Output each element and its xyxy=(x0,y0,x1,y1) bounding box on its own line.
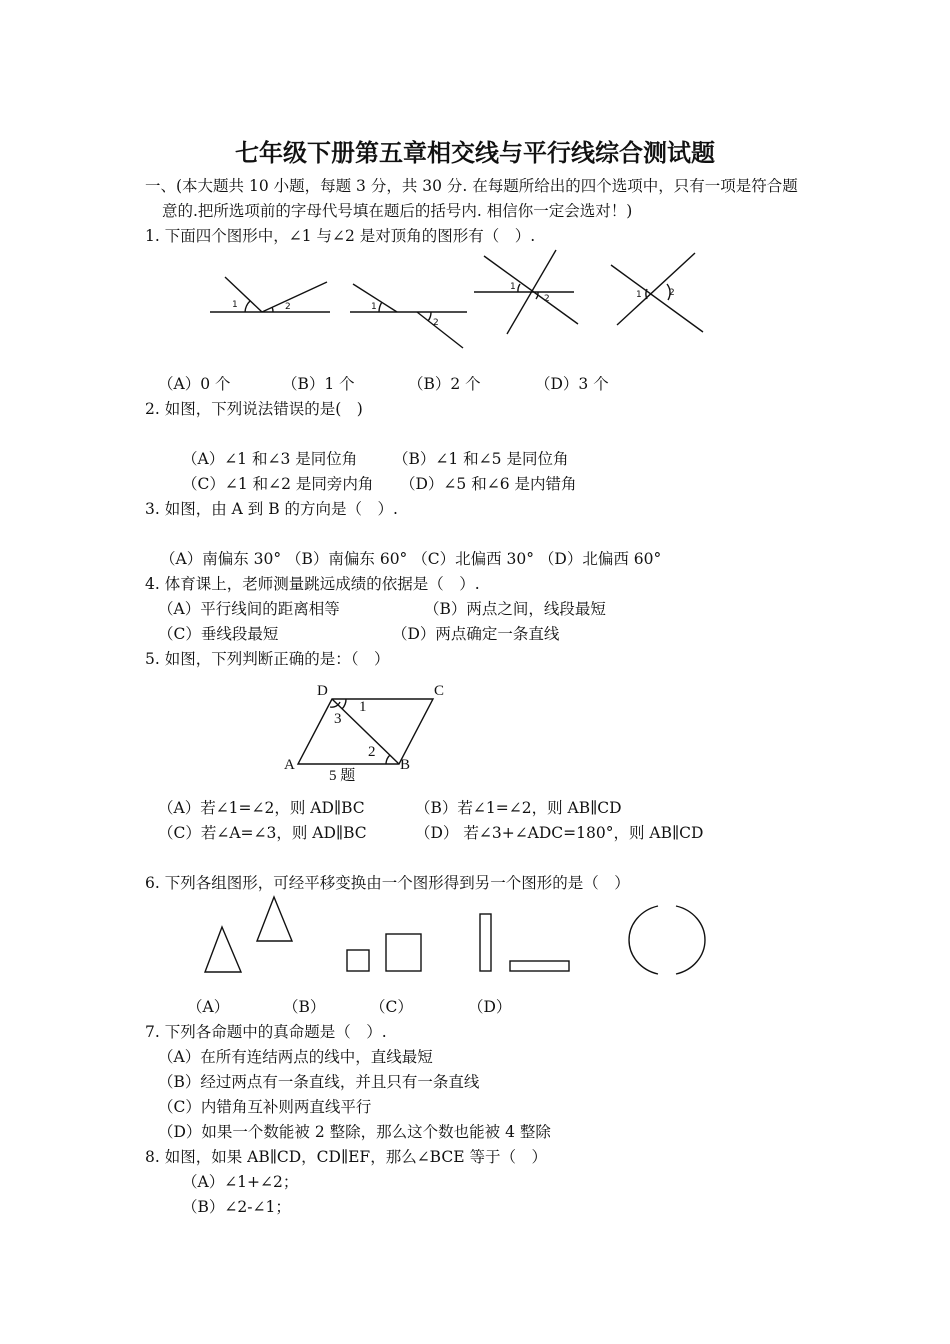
angle-2-label: 2 xyxy=(368,744,376,760)
q5-parallelogram-figure xyxy=(280,678,450,788)
q6-option-a: （A） xyxy=(187,998,230,1016)
q1-option-c: （B）2 个 xyxy=(408,375,481,393)
q4-option-c: （C）垂线段最短 xyxy=(158,625,279,643)
q1-figure-b xyxy=(345,280,470,350)
q2-option-b: （B）∠1 和∠5 是同位角 xyxy=(393,450,569,468)
vertex-d-label: D xyxy=(317,683,328,699)
vertex-c-label: C xyxy=(434,683,445,699)
q1-figure-d xyxy=(605,250,710,335)
q6-option-d: （D） xyxy=(468,998,512,1016)
q7-option-d: （D）如果一个数能被 2 整除，那么这个数也能被 4 整除 xyxy=(158,1123,551,1141)
q7-option-a: （A）在所有连结两点的线中，直线最短 xyxy=(158,1048,433,1066)
q6-option-b: （B） xyxy=(283,998,326,1016)
angle-1-label: 1 xyxy=(359,699,367,715)
angle-1-label: 1 xyxy=(510,282,516,292)
q1-figure-a xyxy=(205,272,335,322)
section-instructions-line1: 一、(本大题共 10 小题，每题 3 分，共 30 分. 在每题所给出的四个选项中，只有一项是符合题 xyxy=(145,177,798,195)
angle-2-label: 2 xyxy=(544,294,550,304)
q7-option-b: （B）经过两点有一条直线，并且只有一条直线 xyxy=(158,1073,480,1091)
q5-option-b: （B）若∠1=∠2，则 AB∥CD xyxy=(415,799,622,817)
figure-caption: 5 题 xyxy=(329,768,356,784)
q6-figure-b-squares xyxy=(342,930,427,975)
vertex-b-label: B xyxy=(400,757,411,773)
q7-stem: 7. 下列各命题中的真命题是（ ）. xyxy=(145,1023,387,1041)
angle-1-label: 1 xyxy=(371,302,377,312)
angle-2-label: 2 xyxy=(669,288,675,298)
q1-option-d: （D）3 个 xyxy=(535,375,609,393)
q1-figure-c xyxy=(470,248,585,338)
q2-option-a: （A）∠1 和∠3 是同位角 xyxy=(182,450,358,468)
q5-option-d: （D） 若∠3+∠ADC=180°，则 AB∥CD xyxy=(415,824,704,842)
q3-options: （A）南偏东 30° （B）南偏东 60° （C）北偏西 30° （D）北偏西 60° xyxy=(160,550,662,568)
q4-option-a: （A）平行线间的距离相等 xyxy=(158,600,340,618)
q4-option-b: （B）两点之间，线段最短 xyxy=(424,600,606,618)
q2-stem: 2. 如图，下列说法错误的是( ) xyxy=(145,400,363,418)
q6-figure-d-arcs xyxy=(620,902,715,980)
q1-option-b: （B）1 个 xyxy=(282,375,355,393)
q4-stem: 4. 体育课上，老师测量跳远成绩的依据是（ ）. xyxy=(145,575,480,593)
q6-figure-c-rectangles xyxy=(475,910,575,975)
q7-option-c: （C）内错角互补则两直线平行 xyxy=(158,1098,372,1116)
q1-option-a: （A）0 个 xyxy=(158,375,231,393)
q2-option-d: （D）∠5 和∠6 是内错角 xyxy=(400,475,577,493)
q6-figure-a-triangles xyxy=(200,893,300,978)
q5-option-c: （C）若∠A=∠3，则 AD∥BC xyxy=(158,824,367,842)
angle-1-label: 1 xyxy=(232,300,238,310)
q5-stem: 5. 如图，下列判断正确的是：（ ） xyxy=(145,650,390,668)
q6-option-c: （C） xyxy=(370,998,413,1016)
angle-2-label: 2 xyxy=(433,318,439,328)
q8-option-b: （B）∠2-∠1； xyxy=(182,1198,291,1216)
section-instructions-line2: 意的.把所选项前的字母代号填在题后的括号内. 相信你一定会选对！) xyxy=(162,202,633,220)
angle-3-label: 3 xyxy=(334,711,342,727)
q4-option-d: （D）两点确定一条直线 xyxy=(392,625,560,643)
vertex-a-label: A xyxy=(284,757,295,773)
q8-option-a: （A）∠1+∠2； xyxy=(182,1173,299,1191)
q2-option-c: （C）∠1 和∠2 是同旁内角 xyxy=(182,475,374,493)
q1-stem: 1. 下面四个图形中，∠1 与∠2 是对顶角的图形有（ ）. xyxy=(145,227,536,245)
q5-option-a: （A）若∠1=∠2，则 AD∥BC xyxy=(158,799,365,817)
q6-stem: 6. 下列各组图形，可经平移变换由一个图形得到另一个图形的是（ ） xyxy=(145,874,630,892)
angle-2-label: 2 xyxy=(285,302,291,312)
page-title: 七年级下册第五章相交线与平行线综合测试题 xyxy=(235,138,715,167)
q3-stem: 3. 如图，由 A 到 B 的方向是（ ）. xyxy=(145,500,398,518)
angle-1-label: 1 xyxy=(636,290,642,300)
q8-stem: 8. 如图，如果 AB∥CD，CD∥EF，那么∠BCE 等于（ ） xyxy=(145,1148,547,1166)
